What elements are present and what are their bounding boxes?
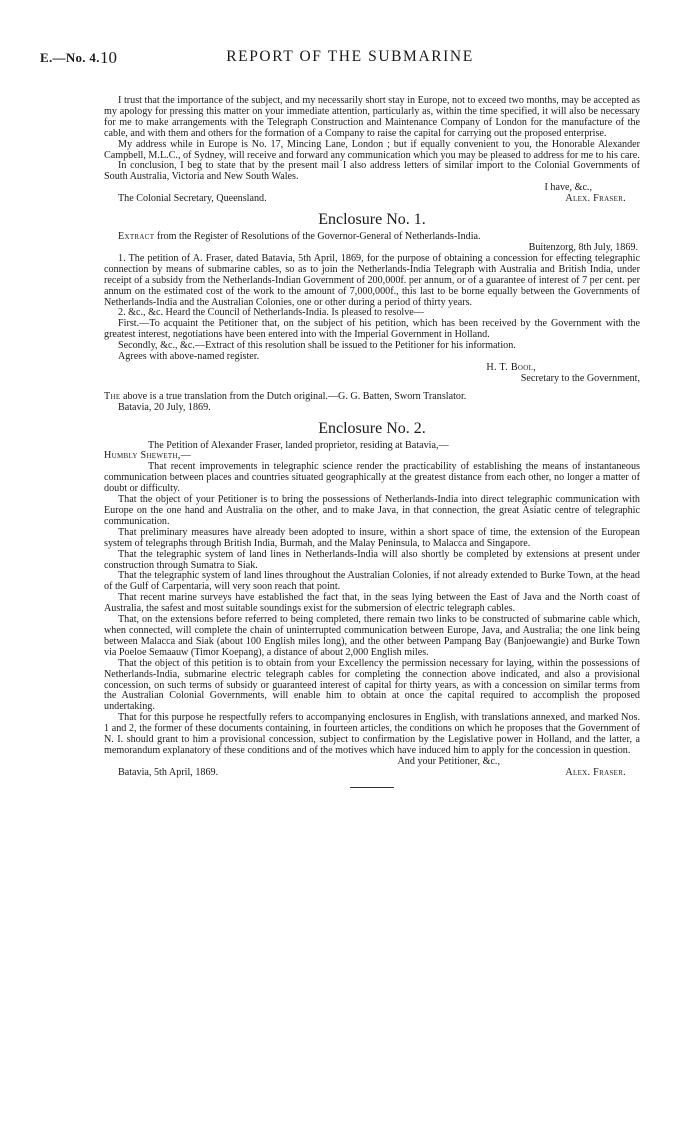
enclosure-1-signer-title: Secretary to the Government,	[520, 372, 640, 384]
petition-signature-line	[104, 768, 640, 779]
petition-place-date: Batavia, 5th April, 1869.	[118, 767, 219, 778]
closing-rule	[350, 787, 394, 788]
enclosure-1-paragraph: Secondly, &c., &c.—Extract of this resolution shall be issued to the Petitioner for his information.	[118, 340, 516, 352]
enclosure-1-paragraph: 2. &c., &c. Heard the Council of Netherlands-India. Is pleased to resolve—	[118, 307, 424, 319]
letter-signature: Alex. Fraser.	[565, 194, 626, 205]
document-number: E.—No. 4.	[40, 50, 100, 65]
letter-closing: I have, &c.,	[544, 182, 592, 194]
petition-intro: The Petition of Alexander Fraser, landed proprietor, residing at Batavia,—	[148, 439, 449, 451]
enclosure-1-paragraph: 1. The petition of A. Fraser, dated Batavia, 5th April, 1869, for the purpose of obtaining a concession for effecting telegraphic connection by means of submarine cables, so as to join the Netherlands-India Telegraph with Australia and British India, under receipt of a subsidy from the Netherlands-Indian Government of 200,000f. per annum, or of a guarantee of interest of 7 per cent. per annum on the estimated cost of the work to the amount of 7,000,000f., this last to be borne equally between the Governments of Netherlands-India and the Australian Colonies, one or other during a period of thirty years.	[104, 252, 640, 308]
letter-paragraph: I trust that the importance of the subject, and my necessarily short stay in Europe, not to exceed two months, may be accepted as my apology for pressing this matter on your immediate attention, particularly as, within the time specified, it will also be necessary for me to make arrangements with the Telegraph Construction and Maintenance Company of London for the manufacture of the cable, and with them and others for the formation of a Company to raise the capital for carrying out the proposed enterprise.	[104, 95, 640, 139]
petition-closing: And your Petitioner, &c.,	[397, 755, 500, 767]
letter-paragraph: My address while in Europe is No. 17, Mincing Lane, London ; but if equally convenient to you, the Honorable Alexander Campbell, M.L.C., of Sydney, will receive and forward any communication which you may be pleased to address for me to his care.	[104, 138, 640, 161]
page-body	[104, 96, 640, 788]
translation-rest: above is a true translation from the Dutch original.—G. G. Batten, Sworn Translator.	[120, 390, 467, 402]
petition-paragraph: That recent improvements in telegraphic science render the practicability of establishing the means of instantaneous communication between places and countries situated geographically at the greatest distance from each other, no longer a matter of doubt or difficulty.	[104, 461, 640, 495]
petition-paragraph: That recent marine surveys have established the fact that, in the seas lying between the East of Java and the North coast of Australia, the safest and most suitable soundings exist for the submersion of electric telegraph cables.	[104, 592, 640, 615]
page-number: 10	[100, 48, 117, 67]
letter-paragraph: In conclusion, I beg to state that by the present mail I also address letters of similar import to the Colonial Governments of South Australia, Victoria and New South Wales.	[104, 160, 640, 183]
enclosure-1-paragraph: Agrees with above-named register.	[118, 351, 260, 363]
petition-signature: Alex. Fraser.	[565, 767, 626, 778]
petition-paragraph: That, on the extensions before referred to being completed, there remain two links to be constructed of submarine cable which, when connected, will complete the chain of uninterrupted communication between Europe, Java, and Australia; the one link being between Malacca and Siak (about 100 English miles long), and the other between Pampang Bay (Banjoewangie) and Burke Town via Poeloe Semaauw (Timor Koepang), a distance of about 2,000 English miles.	[104, 614, 640, 658]
enclosure-1-signer-name: H. T. Bool,	[486, 361, 536, 373]
translation-lead: The	[104, 390, 121, 402]
enclosure-1-heading: Enclosure No. 1.	[318, 211, 426, 229]
petition-paragraph: That the telegraphic system of land lines throughout the Australian Colonies, if not already extended to Burke Town, at the head of the Gulf of Carpentaria, will very soon reach that point.	[104, 570, 640, 593]
enclosure-1-place-date: Buitenzorg, 8th July, 1869.	[528, 241, 638, 253]
letter-recipient: The Colonial Secretary, Queensland.	[118, 194, 267, 205]
petition-paragraph: That the object of your Petitioner is to bring the possessions of Netherlands-India into direct telegraphic communication with Europe on the one hand and Australia on the other, and to make Java, in that connection, the great Asiatic centre of telegraphic communication.	[104, 494, 640, 527]
humbly-sheweth: Humbly Sheweth,—	[104, 450, 192, 462]
translation-place-date: Batavia, 20 July, 1869.	[118, 401, 211, 413]
petition-paragraph: That the telegraphic system of land lines in Netherlands-India will also shortly be completed by extensions at present under construction through Sumatra to Siak.	[104, 548, 640, 571]
petition-paragraph: That preliminary measures have already been adopted to insure, within a short space of time, the extension of the European system of telegraphs through British India, Burmah, and the Malay Peninsula, to Malacca and Singapore.	[104, 526, 640, 549]
running-title: REPORT OF THE SUBMARINE	[226, 48, 474, 65]
enclosure-1-paragraph: First.—To acquaint the Petitioner that, on the subject of his petition, which has been received by the Government with the greatest interest, negotiations have been entered into with the Imperial Government in Holland.	[104, 318, 640, 341]
letter-signature-line	[104, 194, 640, 205]
extract-rest: from the Register of Resolutions of the Governor-General of Netherlands-India.	[154, 231, 481, 243]
enclosure-2-heading: Enclosure No. 2.	[318, 419, 426, 437]
petition-paragraph: That for this purpose he respectfully refers to accompanying enclosures in English, with translations annexed, and marked Nos. 1 and 2, the former of these documents containing, in fourteen articles, the conditions on which he proposes that the Government of N. I. should grant to him a provisional concession, subject to confirmation by the Legislative power in Holland, and the latter, a memorandum explanatory of these conditions and of the motives which have induced him to apply for the concession in question.	[104, 712, 640, 756]
petition-paragraph: That the object of this petition is to obtain from your Excellency the permission necessary for laying, within the possessions of Netherlands-India, submarine electric telegraph cables for completing the connection above indicated, and also a provisional concession, on such terms of subsidy or guaranteed interest of capital for thirty years, as with a concession on similar terms from the Australian Colonial Governments, will enable him to obtain at once the capital required to accomplish the proposed undertaking.	[104, 657, 640, 713]
extract-lead: Extract	[118, 231, 155, 243]
page-header	[0, 50, 700, 74]
